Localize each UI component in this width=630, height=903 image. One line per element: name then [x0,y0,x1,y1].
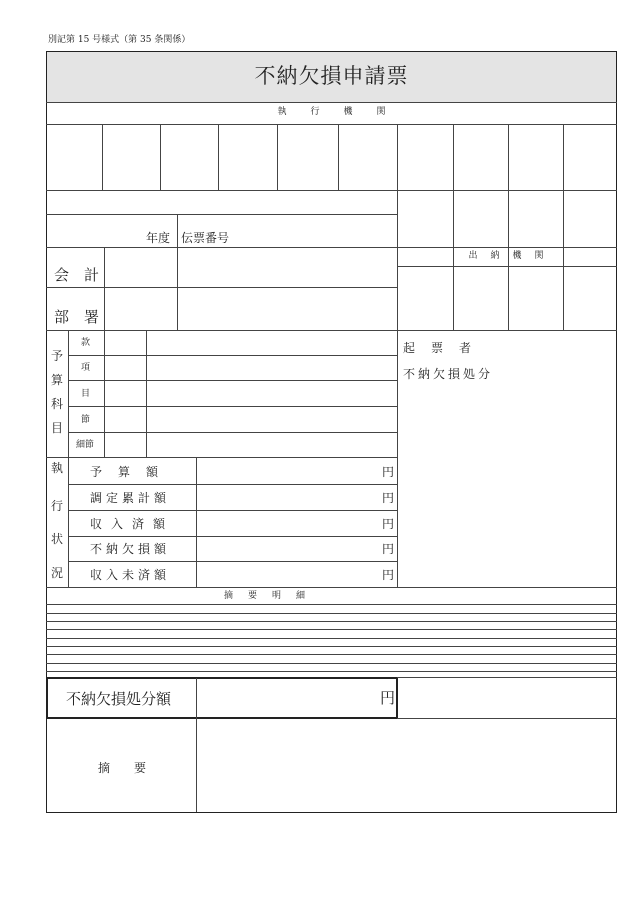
ruled-line [46,663,617,664]
grid-line [104,247,105,330]
divider [46,214,397,215]
status-row-label: 不納欠損額 [90,542,171,556]
accounting-label: 会 計 [54,266,100,284]
disposal-amount-unit: 円 [380,689,396,707]
grid-line [68,330,69,457]
divider [397,718,617,719]
budget-row-label: 節 [81,415,91,425]
status-row-label: 調定累計額 [90,491,171,505]
ruled-line [46,629,617,630]
disposal-amount-label: 不納欠損処分額 [66,690,172,708]
budget-row-label: 項 [81,363,91,373]
grid-line [146,330,147,457]
divider [68,484,397,485]
exec-status-char: 況 [51,566,64,580]
divider [68,355,397,356]
voucher-number-label: 伝票番号 [181,231,230,245]
grid-line [338,124,339,190]
ruled-line [46,613,617,614]
ruled-line [46,621,617,622]
budget-row-label: 目 [81,389,91,399]
divider [46,587,617,588]
budget-row-label: 款 [81,338,91,348]
yen-unit: 円 [382,465,395,479]
grid-line [397,124,398,330]
ruled-line [46,646,617,647]
status-row-label: 予 算 額 [90,465,161,479]
fiscal-year-label: 年度 [146,231,171,245]
divider [397,677,617,678]
grid-line [102,124,103,190]
divider [46,190,617,191]
grid-line [508,124,509,330]
ruled-line [46,671,617,672]
grid-line [218,124,219,190]
exec-agency-header: 執 行 機 関 [277,107,388,117]
grid-line [563,124,564,330]
divider [68,561,397,562]
disbursement-agency-header: 出 納 機 関 [468,251,546,261]
divider [46,457,397,458]
budget-item-char: 算 [51,373,64,387]
divider [46,330,617,331]
ruled-line [46,638,617,639]
divider [68,510,397,511]
divider [46,124,617,125]
divider [68,432,397,433]
yen-unit: 円 [382,517,395,531]
grid-line [68,457,69,587]
yen-unit: 円 [382,491,395,505]
status-row-label: 収入済額 [90,517,175,531]
yen-unit: 円 [382,568,395,582]
yen-unit: 円 [382,542,395,556]
drafter-label: 起 票 者 [403,341,474,355]
divider [68,406,397,407]
grid-line [196,678,197,812]
budget-row-label: 細節 [76,440,95,450]
status-row-label: 収入未済額 [90,568,171,582]
grid-line [397,330,398,587]
divider [46,287,397,288]
write-off-disposal-label: 不納欠損処分 [403,367,494,381]
budget-item-char: 科 [51,397,64,411]
grid-line [160,124,161,190]
detail-summary-header: 摘 要 明 細 [223,591,308,601]
divider [68,380,397,381]
divider [46,604,617,605]
divider [46,247,617,248]
form-title: 不納欠損申請票 [254,64,409,88]
ruled-line [46,654,617,655]
grid-line [277,124,278,190]
grid-line [196,457,197,587]
exec-status-char: 行 [51,499,64,513]
form-caption: 別記第 15 号様式（第 35 条関係） [48,35,191,45]
grid-line [177,214,178,330]
budget-item-char: 目 [51,421,64,435]
grid-line [104,330,105,457]
divider [46,102,617,103]
divider [68,536,397,537]
exec-status-char: 状 [51,532,64,546]
divider [397,266,617,267]
grid-line [453,124,454,330]
department-label: 部 署 [54,308,100,326]
budget-item-char: 予 [51,349,64,363]
summary-label: 摘 要 [98,761,153,775]
exec-status-char: 執 [51,461,64,475]
